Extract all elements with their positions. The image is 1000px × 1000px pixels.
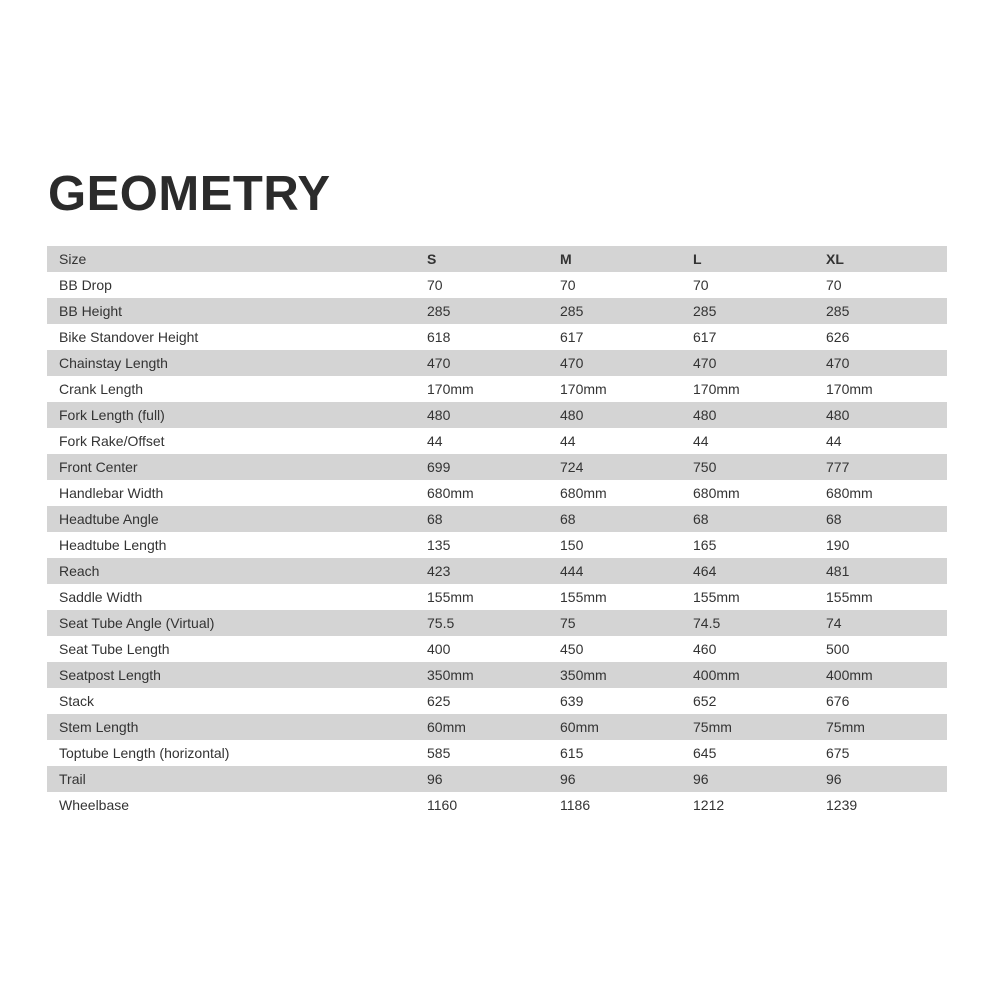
row-label: Seatpost Length xyxy=(59,667,161,683)
row-value-m: 155mm xyxy=(560,589,607,605)
row-value-xl: 70 xyxy=(826,277,842,293)
row-value-s: 480 xyxy=(427,407,451,423)
row-value-m: 285 xyxy=(560,303,584,319)
row-value-l: 460 xyxy=(693,641,717,657)
row-value-m: 617 xyxy=(560,329,584,345)
row-value-m: 639 xyxy=(560,693,584,709)
row-value-l: 165 xyxy=(693,537,717,553)
row-value-xl: 1239 xyxy=(826,797,858,813)
size-header-s: S xyxy=(427,251,437,267)
table-row xyxy=(47,376,947,402)
row-label: Chainstay Length xyxy=(59,355,168,371)
table-row xyxy=(47,636,947,662)
row-value-s: 135 xyxy=(427,537,451,553)
row-value-xl: 626 xyxy=(826,329,850,345)
row-value-s: 400 xyxy=(427,641,451,657)
row-label: Front Center xyxy=(59,459,138,475)
table-row xyxy=(47,792,947,818)
row-value-xl: 75mm xyxy=(826,719,865,735)
row-value-m: 680mm xyxy=(560,485,607,501)
row-value-xl: 96 xyxy=(826,771,842,787)
row-value-l: 617 xyxy=(693,329,717,345)
row-value-m: 68 xyxy=(560,511,576,527)
row-value-l: 75mm xyxy=(693,719,732,735)
row-value-xl: 285 xyxy=(826,303,850,319)
row-value-l: 155mm xyxy=(693,589,740,605)
row-label: Seat Tube Angle (Virtual) xyxy=(59,615,215,631)
row-value-xl: 74 xyxy=(826,615,842,631)
row-label: BB Height xyxy=(59,303,123,319)
row-value-s: 350mm xyxy=(427,667,474,683)
row-label: Bike Standover Height xyxy=(59,329,199,345)
row-label: Headtube Angle xyxy=(59,511,159,527)
row-label: Reach xyxy=(59,563,100,579)
table-row xyxy=(47,402,947,428)
table-row xyxy=(47,324,947,350)
row-value-l: 470 xyxy=(693,355,717,371)
row-value-s: 618 xyxy=(427,329,451,345)
table-row xyxy=(47,480,947,506)
row-value-xl: 500 xyxy=(826,641,850,657)
table-header-row xyxy=(47,246,947,272)
row-value-xl: 170mm xyxy=(826,381,873,397)
row-value-m: 1186 xyxy=(560,797,591,813)
row-value-m: 75 xyxy=(560,615,576,631)
row-value-m: 96 xyxy=(560,771,576,787)
row-label: Wheelbase xyxy=(59,797,130,813)
row-value-l: 464 xyxy=(693,563,717,579)
row-value-m: 450 xyxy=(560,641,584,657)
row-value-l: 652 xyxy=(693,693,717,709)
row-value-xl: 480 xyxy=(826,407,850,423)
row-value-l: 400mm xyxy=(693,667,740,683)
row-value-m: 350mm xyxy=(560,667,607,683)
row-value-s: 585 xyxy=(427,745,451,761)
row-value-s: 60mm xyxy=(427,719,466,735)
table-row xyxy=(47,688,947,714)
row-value-xl: 676 xyxy=(826,693,850,709)
row-label: Crank Length xyxy=(59,381,144,397)
row-value-l: 44 xyxy=(693,433,709,449)
row-value-l: 70 xyxy=(693,277,709,293)
row-value-s: 70 xyxy=(427,277,443,293)
row-label: Seat Tube Length xyxy=(59,641,170,657)
row-value-s: 75.5 xyxy=(427,615,455,631)
page-title: GEOMETRY xyxy=(48,167,331,221)
row-value-s: 170mm xyxy=(427,381,474,397)
row-value-m: 444 xyxy=(560,563,584,579)
row-value-l: 645 xyxy=(693,745,717,761)
row-value-s: 470 xyxy=(427,355,451,371)
row-value-xl: 155mm xyxy=(826,589,873,605)
row-value-l: 68 xyxy=(693,511,709,527)
table-row xyxy=(47,584,947,610)
row-value-s: 423 xyxy=(427,563,451,579)
table-row xyxy=(47,610,947,636)
table-row xyxy=(47,454,947,480)
row-value-s: 1160 xyxy=(427,797,458,813)
row-value-s: 68 xyxy=(427,511,443,527)
row-value-xl: 680mm xyxy=(826,485,873,501)
row-label: Fork Length (full) xyxy=(59,407,165,423)
row-value-s: 625 xyxy=(427,693,451,709)
table-row xyxy=(47,350,947,376)
row-value-l: 96 xyxy=(693,771,709,787)
table-row xyxy=(47,558,947,584)
row-value-l: 1212 xyxy=(693,797,725,813)
row-value-s: 699 xyxy=(427,459,451,475)
table-row xyxy=(47,506,947,532)
row-value-s: 285 xyxy=(427,303,451,319)
table-row xyxy=(47,740,947,766)
table-row xyxy=(47,662,947,688)
row-value-s: 96 xyxy=(427,771,443,787)
row-value-s: 155mm xyxy=(427,589,474,605)
table-row xyxy=(47,298,947,324)
row-value-xl: 400mm xyxy=(826,667,873,683)
row-label: Saddle Width xyxy=(59,589,143,605)
row-value-m: 470 xyxy=(560,355,584,371)
table-row xyxy=(47,714,947,740)
row-value-xl: 68 xyxy=(826,511,842,527)
row-value-l: 480 xyxy=(693,407,717,423)
row-value-l: 285 xyxy=(693,303,717,319)
row-value-m: 170mm xyxy=(560,381,607,397)
table-row xyxy=(47,766,947,792)
size-header-xl: XL xyxy=(826,251,844,267)
row-value-m: 724 xyxy=(560,459,584,475)
row-label: Toptube Length (horizontal) xyxy=(59,745,230,761)
size-header-m: M xyxy=(560,251,572,267)
row-value-l: 74.5 xyxy=(693,615,721,631)
row-value-m: 615 xyxy=(560,745,584,761)
row-value-m: 480 xyxy=(560,407,584,423)
row-value-l: 170mm xyxy=(693,381,740,397)
row-value-m: 70 xyxy=(560,277,576,293)
row-label: BB Drop xyxy=(59,277,112,293)
row-value-xl: 777 xyxy=(826,459,850,475)
row-value-l: 750 xyxy=(693,459,717,475)
row-value-m: 60mm xyxy=(560,719,599,735)
size-header-l: L xyxy=(693,251,702,267)
table-row xyxy=(47,532,947,558)
row-label: Trail xyxy=(59,771,86,787)
geometry-table xyxy=(47,246,947,818)
geometry-table-body xyxy=(47,272,947,818)
table-row xyxy=(47,428,947,454)
row-label: Stem Length xyxy=(59,719,139,735)
row-value-xl: 470 xyxy=(826,355,850,371)
row-value-s: 680mm xyxy=(427,485,474,501)
size-header-label: Size xyxy=(59,251,87,267)
row-value-xl: 675 xyxy=(826,745,850,761)
row-label: Stack xyxy=(59,693,95,709)
row-value-xl: 481 xyxy=(826,563,850,579)
row-value-l: 680mm xyxy=(693,485,740,501)
row-value-xl: 44 xyxy=(826,433,842,449)
row-value-m: 150 xyxy=(560,537,584,553)
row-value-xl: 190 xyxy=(826,537,850,553)
row-value-s: 44 xyxy=(427,433,443,449)
row-label: Fork Rake/Offset xyxy=(59,433,165,449)
row-label: Handlebar Width xyxy=(59,485,164,501)
table-row xyxy=(47,272,947,298)
row-label: Headtube Length xyxy=(59,537,167,553)
row-value-m: 44 xyxy=(560,433,576,449)
